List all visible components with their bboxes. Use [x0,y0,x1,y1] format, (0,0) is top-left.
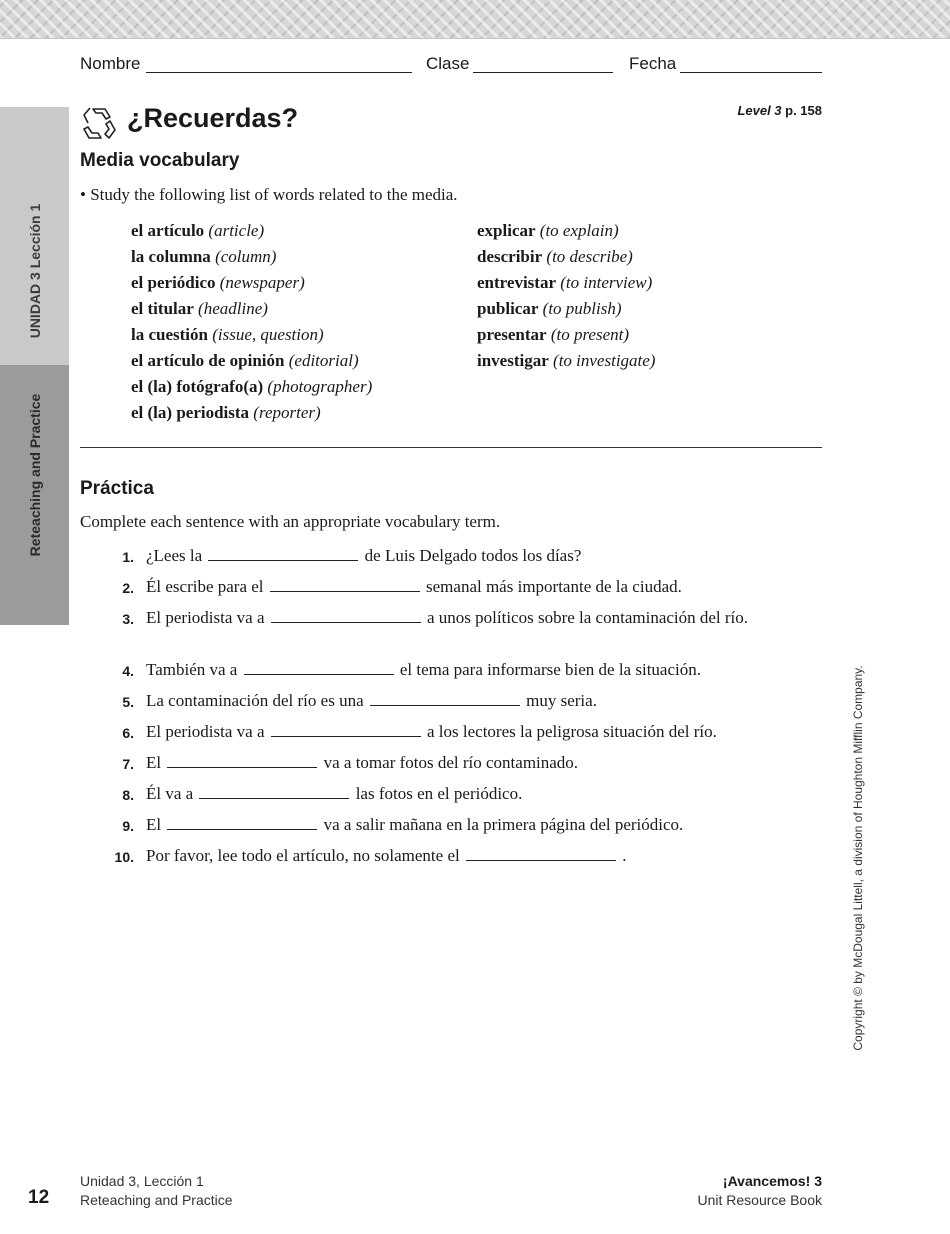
exercise-text [146,690,786,711]
nombre-label: Nombre [80,54,141,73]
vocab-term: presentar [477,325,547,344]
footer-section: Reteaching and Practice [80,1192,233,1208]
exercise-text [146,814,786,835]
exercise-text-after: las fotos en el periódico. [355,784,523,803]
level-reference [737,103,822,118]
exercise-number: 9. [122,818,134,834]
exercise-text-before: Él va a [146,784,194,803]
exercise-number: 6. [122,725,134,741]
answer-blank[interactable] [208,546,358,561]
vocab-term: el (la) periodista [131,403,250,422]
footer-book-title: ¡Avancemos! 3 [722,1173,822,1189]
exercise-number: 10. [114,849,134,865]
recycle-icon [80,103,118,141]
vocab-term: el (la) fotógrafo(a) [131,377,264,396]
answer-blank[interactable] [271,722,421,737]
exercise-text-before: Él escribe para el [146,577,264,596]
exercise-number: 7. [122,756,134,772]
footer-book-subtitle: Unit Resource Book [697,1192,822,1208]
exercise-text-after: a unos políticos sobre la contaminación del río. [427,608,749,627]
exercise-text [146,721,786,742]
fecha-field[interactable] [680,72,822,73]
vocab-gloss: (editorial) [288,351,359,370]
vocab-entry [131,400,372,426]
vocab-gloss: (to investigate) [553,351,656,370]
vocab-entry [477,270,655,296]
footer-unit: Unidad 3, Lección 1 [80,1173,204,1189]
page-number: 12 [28,1187,50,1208]
vocab-entry [477,244,655,270]
vocab-entry [131,218,372,244]
practica-instructions: Complete each sentence with an appropriate vocabulary term. [80,512,501,531]
exercise-text-after: va a salir mañana en la primera página del periódico. [323,815,684,834]
exercise-text-before: El periodista va a [146,722,265,741]
vocab-term: la cuestión [131,325,208,344]
answer-blank[interactable] [466,846,616,861]
section-divider [80,447,822,448]
exercise-number: 4. [122,663,134,679]
clase-label: Clase [426,54,470,73]
vocab-term: describir [477,247,543,266]
vocab-gloss: (to describe) [546,247,633,266]
exercise-text [146,545,786,566]
exercise-text-before: ¿Lees la [146,546,203,565]
answer-blank[interactable] [370,691,520,706]
vocabulary-heading: Media vocabulary [80,150,240,171]
level-label: Level 3 [737,103,782,118]
practica-heading: Práctica [80,478,154,499]
exercise-number: 2. [122,580,134,596]
vocab-gloss: (reporter) [253,403,321,422]
decorative-top-border [0,0,950,39]
nombre-field[interactable] [146,72,412,73]
vocab-gloss: (issue, question) [212,325,324,344]
student-info-fields [80,54,822,78]
exercise-text [146,845,786,866]
exercise-number: 3. [122,611,134,627]
answer-blank[interactable] [167,815,317,830]
vocab-entry [131,296,372,322]
exercise-text-after: el tema para informarse bien de la situación. [399,660,701,679]
answer-blank[interactable] [199,784,349,799]
vocab-gloss: (column) [215,247,277,266]
vocab-gloss: (to publish) [542,299,622,318]
vocab-entry [477,218,655,244]
exercise-text-after: . [622,846,627,865]
vocab-gloss: (newspaper) [219,273,305,292]
exercise-text-after: muy seria. [526,691,597,710]
exercise-text [146,576,786,597]
vocabulary-intro: • Study the following list of words related to the media. [80,185,458,204]
vocab-gloss: (to present) [550,325,630,344]
exercise-text-before: El [146,753,162,772]
vocab-entry [131,244,372,270]
vocab-entry [131,270,372,296]
exercise-text [146,752,786,773]
vocab-entry [131,322,372,348]
vocab-gloss: (to interview) [560,273,653,292]
exercise-number: 8. [122,787,134,803]
vocab-entry [131,374,372,400]
vocab-term: el titular [131,299,194,318]
exercise-number: 1. [122,549,134,565]
footer-left [80,1172,233,1210]
vocab-term: explicar [477,221,536,240]
clase-field[interactable] [473,72,613,73]
exercise-text-before: El periodista va a [146,608,265,627]
vocab-term: el periódico [131,273,216,292]
vocab-entry [477,348,655,374]
exercise-text [146,783,786,804]
side-tab-unit-label: UNIDAD 3 Lección 1 [27,203,43,339]
vocab-column-left [131,218,372,426]
exercise-text-before: Por favor, lee todo el artículo, no solamente el [146,846,460,865]
footer-right [697,1172,822,1210]
vocab-gloss: (headline) [198,299,268,318]
vocab-term: el artículo de opinión [131,351,285,370]
answer-blank[interactable] [244,660,394,675]
vocab-term: la columna [131,247,211,266]
vocab-entry [131,348,372,374]
vocab-gloss: (article) [208,221,265,240]
vocab-gloss: (photographer) [267,377,373,396]
fecha-label: Fecha [629,54,677,73]
answer-blank[interactable] [270,577,420,592]
copyright-notice: Copyright © by McDougal Littell, a division of Houghton Mifflin Company. [851,665,865,1051]
vocab-entry [477,296,655,322]
exercise-text-after: a los lectores la peligrosa situación del río. [427,722,717,741]
vocab-gloss: (to explain) [539,221,619,240]
side-tab-section-label: Reteaching and Practice [27,393,43,557]
exercise-text-after: va a tomar fotos del río contaminado. [323,753,579,772]
vocab-term: el artículo [131,221,205,240]
page-title: ¿Recuerdas? [127,103,299,133]
exercise-text-before: El [146,815,162,834]
vocab-term: publicar [477,299,539,318]
answer-blank[interactable] [167,753,317,768]
exercise-text-after: semanal más importante de la ciudad. [426,577,682,596]
vocab-entry [477,322,655,348]
exercise-text-after: de Luis Delgado todos los días? [364,546,582,565]
exercise-text [146,659,786,680]
vocab-term: investigar [477,351,549,370]
exercise-text-before: La contaminación del río es una [146,691,364,710]
exercise-text-before: También va a [146,660,238,679]
level-page: p. 158 [781,103,822,118]
vocab-column-right [477,218,655,374]
answer-blank[interactable] [271,608,421,623]
exercise-number: 5. [122,694,134,710]
vocab-term: entrevistar [477,273,556,292]
exercise-text [146,607,786,628]
